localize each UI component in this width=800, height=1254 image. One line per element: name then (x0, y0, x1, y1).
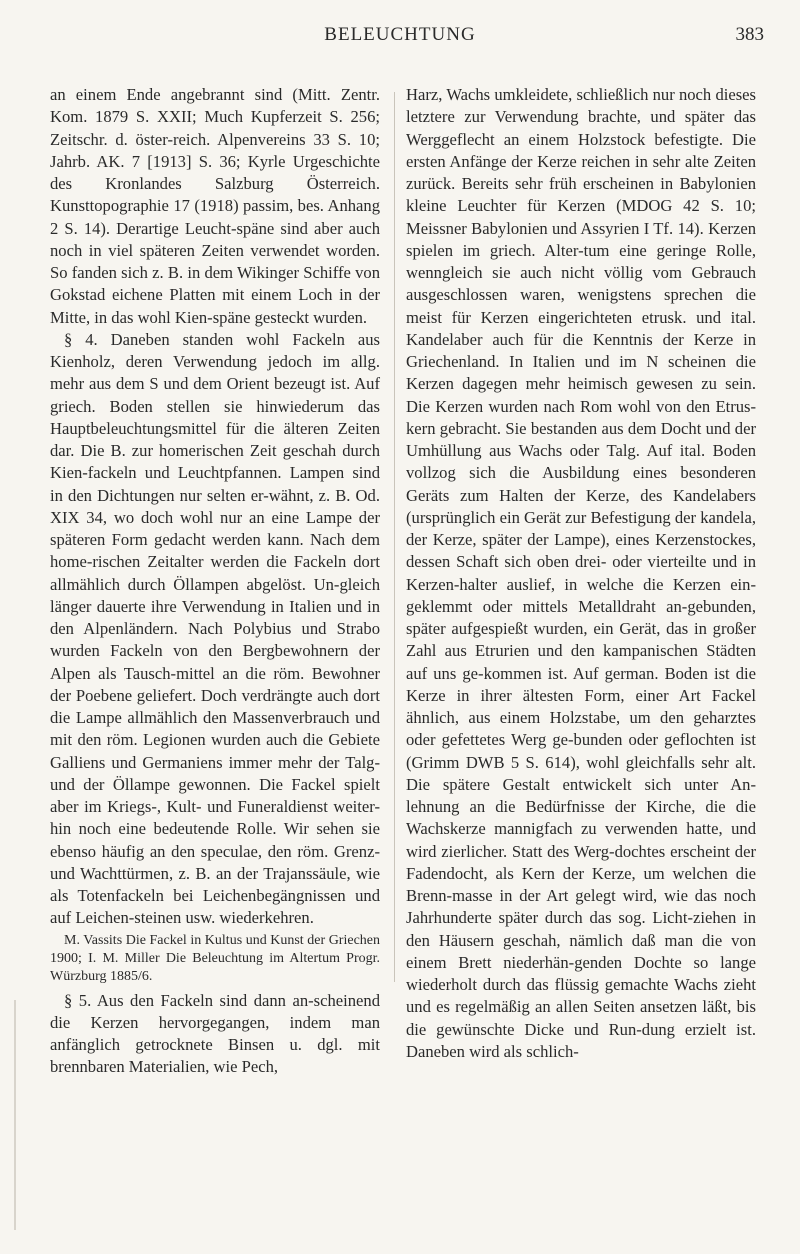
paragraph: § 5. Aus den Fackeln sind dann an-scheinend die Kerzen hervorgegangen, indem man anfänglich getrocknete Binsen u. dgl. mit brennbaren Materialien, wie Pech, (50, 990, 380, 1077)
page-edge-mark (14, 1000, 16, 1230)
left-column (50, 84, 380, 1079)
paragraph: an einem Ende angebrannt sind (Mitt. Zentr. Kom. 1879 S. XXII; Much Kupferzeit S. 256; Zeitschr. d. öster-reich. Alpenvereins 33 S. 10; Jahrb. AK. 7 [1913] S. 36; Kyrle Urgeschichte des Kronlandes Salzburg Österreich. Kunsttopographie 17 (1918) passim, bes. Anhang 2 S. 14). Derartige Leucht-späne sind aber auch noch in viel späteren Zeiten verwendet worden. So fanden sich z. B. in dem Wikinger Schiffe von Gokstad eichene Platten mit einem Loch in der Mitte, in das wohl Kien-späne gesteckt wurden. (50, 85, 380, 327)
bibliography-note: M. Vassits Die Fackel in Kultus und Kunst der Griechen 1900; I. M. Miller Die Beleuchtung im Altertum Progr. Würzburg 1885/6. (50, 932, 380, 984)
paragraph: § 4. Daneben standen wohl Fackeln aus Kienholz, deren Verwendung jedoch im allg. mehr aus dem S und dem Orient bezeugt ist. Auf griech. Boden stellen sie hinwiederum das Hauptbeleuchtungsmittel für die älteren Zeiten dar. Die B. zur homerischen Zeit geschah durch Kien-fackeln und Leuchtpfannen. Lampen sind in den Dichtungen nur selten er-wähnt, z. B. Od. XIX 34, wo doch wohl nur an eine Lampe der späteren Form gedacht werden kann. Nach dem home-rischen Zeitalter werden die Fackeln dort allmählich durch Öllampen abgelöst. Un-gleich länger dauerte ihre Verwendung in Italien und in den Alpenländern. Nach Polybius und Strabo wurden Fackeln von den Bergbewohnern der Alpen als Tausch-mittel an die röm. Bewohner der Poebene geliefert. Doch verdrängte auch dort die Lampe allmählich den Massenverbrauch und mit den röm. Legionen wurden auch die Gebiete Galliens und Germaniens immer mehr der Talg- und der Öllampe gewonnen. Die Fackel spielt aber im Kriegs-, Kult- und Funeraldienst weiter-hin noch eine bedeutende Rolle. Wir sehen sie ebenso häufig an den speculae, den röm. Grenz- und Wachttürmen, z. B. an der Trajanssäule, wie als Totenfackeln bei Leichenbegängnissen und auf Leichen-steinen usw. wiederkehren. (50, 329, 380, 928)
paragraph: Harz, Wachs umkleidete, schließlich nur noch dieses letztere zur Verwendung brachte, und später das Werggeflecht an einem Holzstock befestigte. Die ersten Anfänge der Kerze reichen in sehr alte Zeiten zurück. Bereits sehr früh erscheinen in Babylonien kleine Leuchter für Kerzen (MDOG 42 S. 10; Meissner Babylonien und Assyrien I Tf. 14). Kerzen spielen im griech. Alter-tum eine geringe Rolle, wenngleich sie auch nicht völlig vom Gebrauch ausgeschlossen waren, wenigstens sprechen die meist für Kerzen eingerichteten etrusk. und ital. Kandelaber auch für die Kenntnis der Kerze in Griechenland. In Italien und im N scheinen die Kerzen dagegen mehr heimisch gewesen zu sein. Die Kerzen wurden nach Rom wohl von den Etrus-kern gebracht. Sie bestanden aus dem Docht und der Umhüllung aus Wachs oder Talg. Auf ital. Boden vollzog sich die Ausbildung eines besonderen Geräts zum Halten der Kerze, des Kandelabers (ursprünglich ein Gerät zur Befestigung der kandela, der Kerze, später der Lampe), eines Kerzenstockes, dessen Schaft sich oben drei- oder vierteilte und in Kerzen-halter auslief, in welche die Kerzen ein-geklemmt oder mittels Metalldraht an-gebunden, später aufgespießt wurden, ein Gerät, das in großer Zahl aus Etrurien und den kampanischen Städten auf uns ge-kommen ist. Auf german. Boden ist die Kerze in ihrer ältesten Form, einer Art Fackel ähnlich, aus einem Holzstabe, um den geharztes oder gefettetes Werg ge-bunden oder geflochten ist (Grimm DWB 5 S. 614), wohl gleichfalls sehr alt. Die spätere Gestalt entwickelt sich unter An-lehnung an die Bedürfnisse der Kirche, die die Wachskerze mannigfach zu verwenden hatte, und wird zierlicher. Statt des Werg-dochtes erscheint der Fadendocht, als Kern der Kerze, um welchen die Brenn-masse in der Art gelegt wird, wie das noch Jahrhunderte später durch das sog. Licht-ziehen in den Häusern geschah, nämlich daß man die von einem Brett niederhän-genden Dochte so lange wiederholt durch das flüssig gemachte Wachs zieht und es regelmäßig an allen Seiten ansetzen läßt, bis die gewünschte Dicke und Run-dung erzielt ist. Daneben wird als schlich- (406, 85, 756, 1061)
running-title: BELEUCHTUNG (324, 24, 476, 45)
page-header (0, 20, 800, 56)
page-number: 383 (735, 24, 764, 45)
right-column (406, 84, 756, 1063)
column-divider (394, 92, 395, 982)
